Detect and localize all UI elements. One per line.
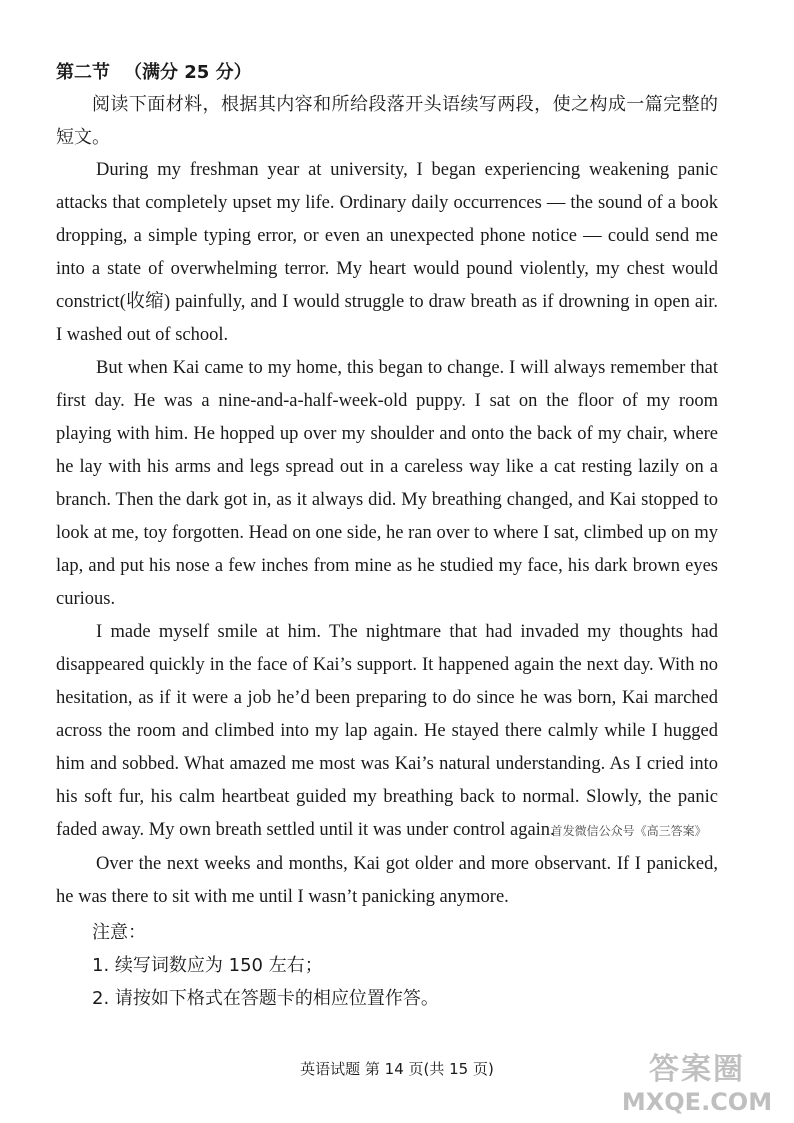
story-paragraph-3-text: I made myself smile at him. The nightmare that had invaded my thoughts had disappeared quickly in the face of Kai’s support. It happened again the next day. With no hesitation, as if it were a job he’d been preparing to do since he was born, Kai marched across the room and climbed into my lap again. He stayed there calmly while I hugged him and sobbed. What amazed me most was Kai’s natural understanding. As I cried into his soft fur, his calm heartbeat guided my breathing back to normal. Slowly, the panic faded away. My own breath settled until it was under control again. — [56, 622, 718, 840]
section-title: 第二节 — [56, 62, 110, 83]
story-paragraph-1: During my freshman year at university, I began experiencing weakening panic attacks that completely upset my life. Ordinary daily occurrences — the sound of a book dropping, a simple typing error, or even an unexpected phone notice — could send me into a state of overwhelming terror. My heart would pound violently, my chest would constrict(收缩) painfully, and I would struggle to draw breath as if drowning in open air. I washed out of school. — [56, 160, 718, 345]
notes-heading: 注意： — [92, 922, 146, 943]
notes-item-1: 1. 续写词数应为 150 左右； — [92, 955, 323, 976]
watermark-logo-text: 答案圈 — [649, 1052, 745, 1087]
inline-watermark: 首发微信公众号《高三答案》 — [550, 824, 707, 838]
story-paragraph-4: Over the next weeks and months, Kai got older and more observant. If I panicked, he was there to sit with me until I wasn’t panicking anymore. — [56, 854, 718, 907]
notes-block — [56, 916, 718, 1015]
story-paragraph-3 — [56, 616, 718, 848]
page-footer: 英语试题 第 14 页(共 15 页) — [300, 1060, 494, 1078]
section-header — [56, 58, 718, 88]
exam-page — [56, 58, 718, 1015]
watermark-logo-url: MXQE.COM — [621, 1088, 773, 1116]
instruction-text: 阅读下面材料，根据其内容和所给段落开头语续写两段，使之构成一篇完整的短文。 — [56, 94, 718, 148]
section-score: （满分 25 分） — [124, 62, 252, 83]
story-paragraph-2: But when Kai came to my home, this began to change. I will always remember that first day. He was a nine-and-a-half-week-old puppy. I sat on the floor of my room playing with him. He hopped up over my shoulder and onto the back of my chair, where he lay with his arms and legs spread out in a careless way like a cat resting lazily on a branch. Then the dark got in, as it always did. My breathing changed, and Kai stopped to look at me, toy forgotten. Head on one side, he ran over to where I sat, climbed up on my lap, and put his nose a few inches from mine as he studied my face, his dark brown eyes curious. — [56, 358, 718, 609]
notes-item-2: 2. 请按如下格式在答题卡的相应位置作答。 — [92, 988, 439, 1009]
